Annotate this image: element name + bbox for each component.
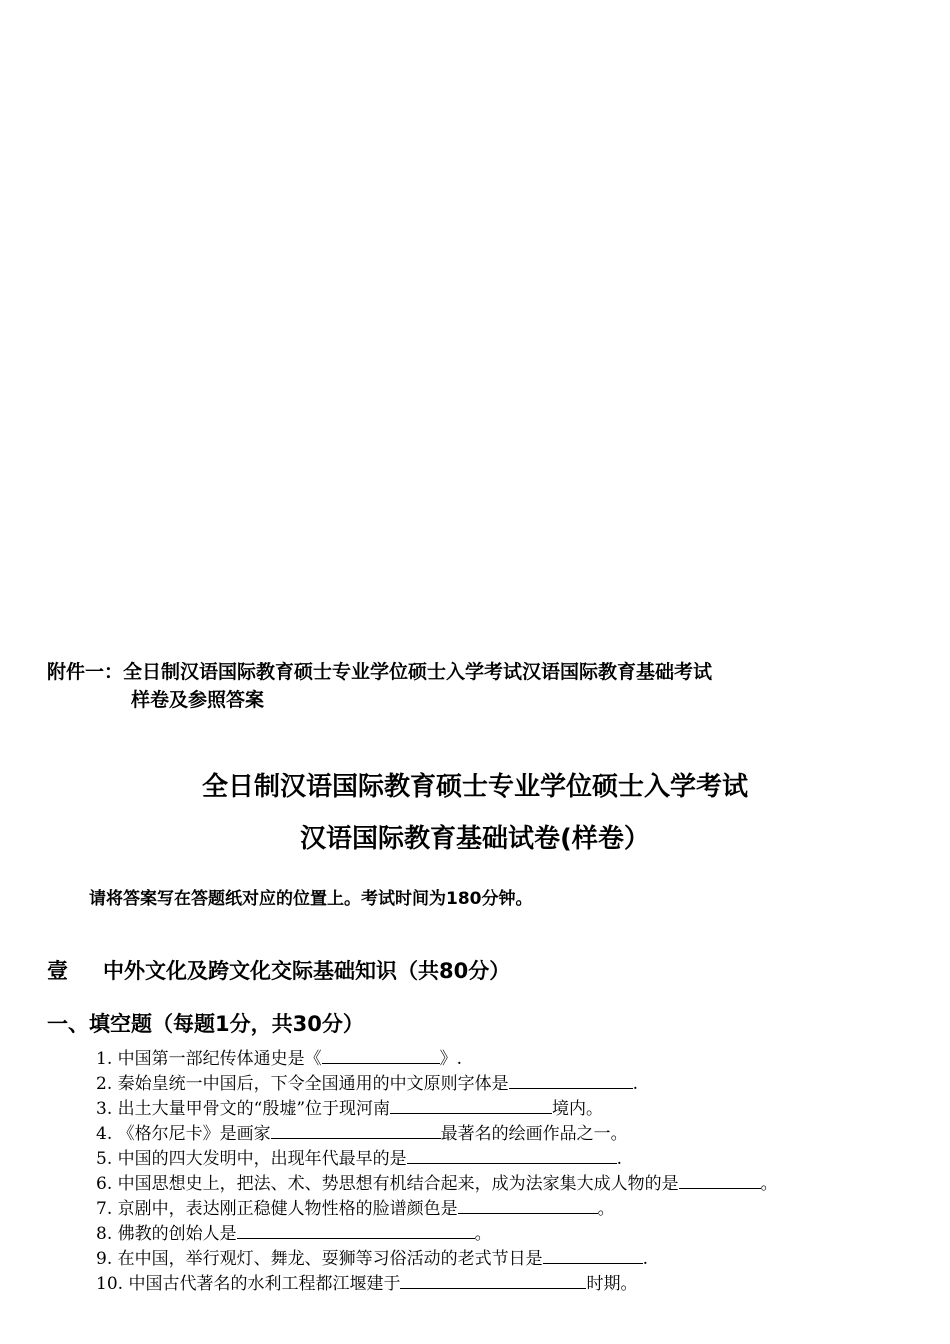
question-text: 中国古代著名的水利工程都江堰建于 (128, 1274, 401, 1294)
question-item (96, 1196, 926, 1221)
answer-blank[interactable] (407, 1146, 617, 1164)
question-suffix: . (642, 1249, 649, 1269)
question-suffix: . (632, 1074, 639, 1094)
question-number: 5. (96, 1149, 113, 1169)
attachment-heading (47, 658, 917, 714)
question-item (96, 1121, 926, 1146)
question-item (96, 1171, 926, 1196)
question-number: 2. (96, 1074, 113, 1094)
question-item (96, 1046, 926, 1071)
attachment-line-2: 样卷及参照答案 (131, 689, 265, 711)
question-suffix: 最著名的绘画作品之一。 (440, 1124, 628, 1144)
question-number: 6. (96, 1174, 113, 1194)
question-item (96, 1271, 926, 1296)
question-text: 中国思想史上，把法、术、势思想有机结合起来，成为法家集大成人物的是 (117, 1174, 679, 1194)
answer-blank[interactable] (237, 1221, 475, 1239)
answer-blank[interactable] (400, 1271, 586, 1289)
question-number: 7. (96, 1199, 113, 1219)
section-heading (47, 955, 510, 985)
question-item (96, 1146, 926, 1171)
question-text: 佛教的创始人是 (117, 1224, 237, 1244)
question-number: 3. (96, 1099, 113, 1119)
question-number: 1. (96, 1049, 113, 1069)
question-text: 《格尔尼卡》是画家 (117, 1124, 271, 1144)
question-text: 秦始皇统一中国后，下令全国通用的中文原则字体是 (117, 1074, 509, 1094)
exam-title-line-1: 全日制汉语国际教育硕士专业学位硕士入学考试 (201, 772, 748, 802)
exam-title-line-2: 汉语国际教育基础试卷(样卷） (300, 824, 650, 854)
section-number: 壹 (47, 959, 68, 983)
question-text: 京剧中，表达刚正稳健人物性格的脸谱颜色是 (117, 1199, 458, 1219)
answer-blank[interactable] (390, 1096, 552, 1114)
question-number: 10. (96, 1274, 124, 1294)
answer-blank[interactable] (679, 1171, 761, 1189)
question-list (96, 1046, 926, 1296)
answer-blank[interactable] (458, 1196, 598, 1214)
question-text: 在中国，举行观灯、舞龙、耍狮等习俗活动的老式节日是 (117, 1249, 543, 1269)
question-suffix: . (616, 1149, 623, 1169)
question-number: 8. (96, 1224, 113, 1244)
question-text: 出土大量甲骨文的“殷墟”位于现河南 (117, 1099, 391, 1119)
question-suffix: 境内。 (552, 1099, 604, 1119)
answer-blank[interactable] (509, 1071, 633, 1089)
question-suffix: 。 (474, 1224, 492, 1244)
exam-instructions: 请将答案写在答题纸对应的位置上。考试时间为180分钟。 (89, 889, 533, 909)
question-item (96, 1246, 926, 1271)
question-text: 中国的四大发明中，出现年代最早的是 (117, 1149, 407, 1169)
question-suffix: 。 (597, 1199, 615, 1219)
answer-blank[interactable] (543, 1246, 643, 1264)
question-number: 4. (96, 1124, 113, 1144)
question-suffix: 》. (439, 1049, 463, 1069)
question-suffix: 。 (760, 1174, 778, 1194)
question-item (96, 1071, 926, 1096)
subsection-heading: 一、填空题（每题1分，共30分） (47, 1012, 364, 1036)
attachment-line-1: 附件一：全日制汉语国际教育硕士专业学位硕士入学考试汉语国际教育基础考试 (47, 661, 713, 683)
question-suffix: 时期。 (586, 1274, 638, 1294)
answer-blank[interactable] (271, 1121, 441, 1139)
question-number: 9. (96, 1249, 113, 1269)
answer-blank[interactable] (322, 1046, 440, 1064)
question-item (96, 1221, 926, 1246)
question-item (96, 1096, 926, 1121)
section-title: 中外文化及跨文化交际基础知识（共80分） (103, 959, 511, 983)
question-text: 中国第一部纪传体通史是《 (117, 1049, 322, 1069)
